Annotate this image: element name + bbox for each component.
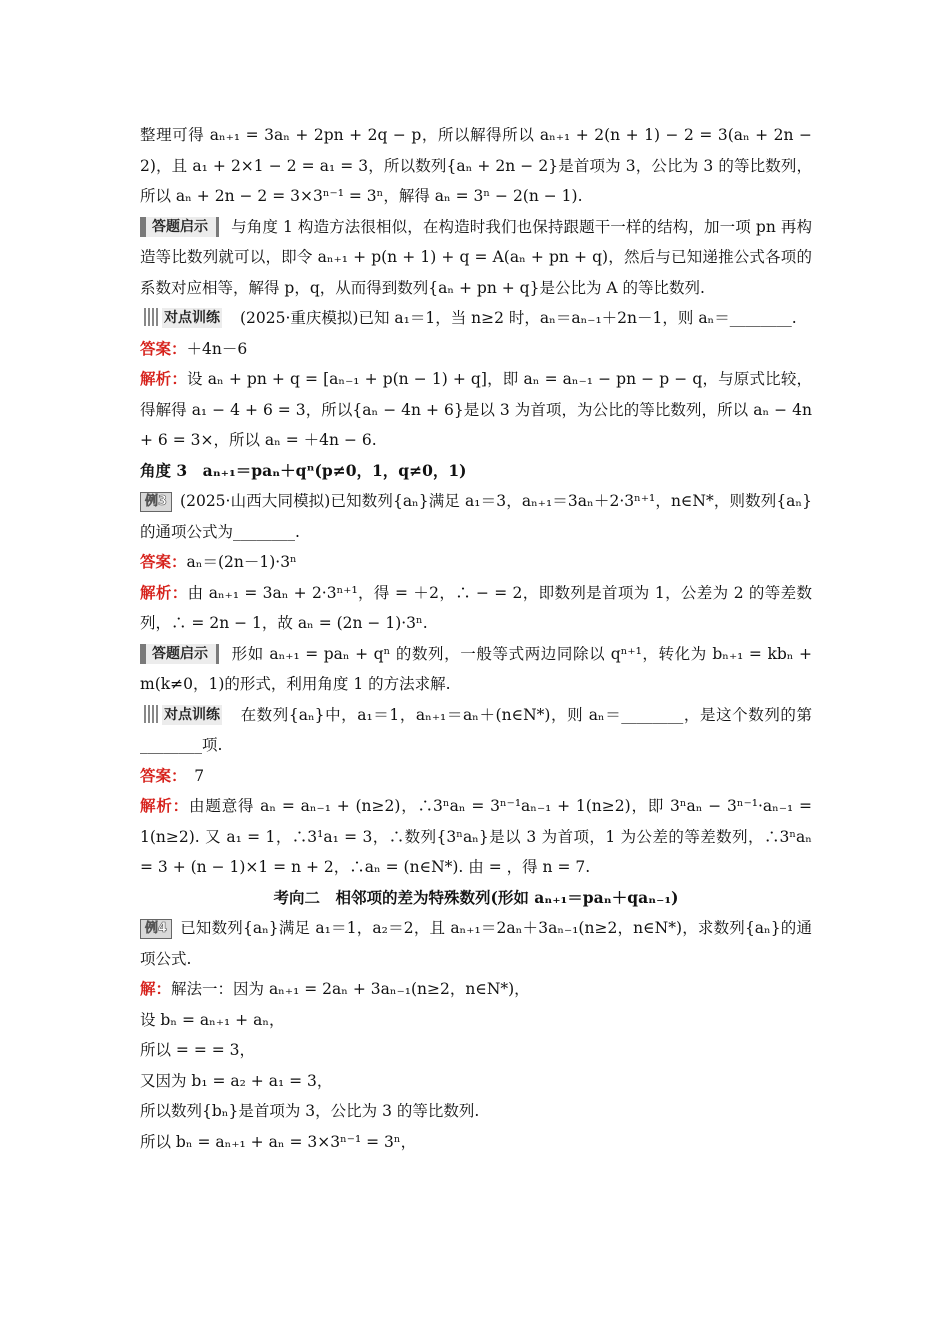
answer-label: 答案： [140, 338, 187, 358]
example-text: (2025·山西大同模拟)已知数列{aₙ}满足 a₁＝3，aₙ₊₁＝3aₙ＋2·3ⁿ⁺¹，n∈N*，则数列{aₙ}的通项公式为________. [140, 492, 812, 541]
analysis-text: 由 aₙ₊₁ = 3aₙ + 2·3ⁿ⁺¹，得 = ＋2，∴ − = 2，即数列是首项为 1，公差为 2 的等差数列，∴ = 2n − 1，故 aₙ = (2n − 1)·3ⁿ. [140, 583, 812, 632]
solution-line-5: 所以数列{bₙ}是首项为 3，公比为 3 的等比数列. [140, 1102, 480, 1120]
example-badge: 例3 [140, 492, 172, 512]
solution-line-6: 所以 bₙ = aₙ₊₁ + aₙ = 3×3ⁿ⁻¹ = 3ⁿ， [140, 1132, 417, 1151]
analysis-text: 由题意得 aₙ = aₙ₋₁ + (n≥2)，∴3ⁿaₙ = 3ⁿ⁻¹aₙ₋₁ + 1(n≥2)，即 3ⁿaₙ − 3ⁿ⁻¹·aₙ₋₁ = 1(n≥2). 又 a₁ = 1，∴3¹a₁ = 3，∴数列{3ⁿaₙ}是以 3 为首项，1 为公差的等差数列，∴3ⁿaₙ = 3 + (n − 1)×1 = n + 2，∴aₙ = (n∈N*). 由 = ，得 n = 7. [140, 797, 812, 876]
answer-text: 7 [178, 766, 205, 785]
solution-line-3: 所以 = = = 3， [140, 1041, 256, 1059]
practice-label-badge [140, 308, 228, 328]
answer-3 [140, 547, 812, 578]
answer-label: 答案： [140, 765, 179, 785]
example-text: 已知数列{aₙ}满足 a₁＝1，a₂＝2，且 aₙ₊₁＝2aₙ＋3aₙ₋₁(n≥2，n∈N*)，求数列{aₙ}的通项公式. [140, 919, 812, 968]
tip-label: 答题启示 [140, 217, 219, 237]
solution-continuation: 整理可得 aₙ₊₁ = 3aₙ + 2pn + 2q − p，所以解得所以 aₙ₊₁ + 2(n + 1) − 2 = 3(aₙ + 2n − 2)，且 a₁ + 2×1 − 2 = a₁ = 3，所以数列{aₙ + 2n − 2}是首项为 3，公比为 3 的等比数列，所以 aₙ + 2n − 2 = 3×3ⁿ⁻¹ = 3ⁿ，解得 aₙ = 3ⁿ − 2(n − 1). [140, 126, 812, 205]
answer-label: 答案： [140, 552, 187, 571]
analysis-3 [140, 578, 812, 639]
practice-label-badge [140, 705, 228, 725]
answer-1 [140, 334, 812, 365]
content-body [140, 120, 812, 1157]
practice-text: (2025·重庆模拟)已知 a₁＝1，当 n≥2 时，aₙ＝aₙ₋₁＋2n－1，则 aₙ＝________. [240, 309, 797, 327]
practice-text: 在数列{aₙ}中，a₁＝1，aₙ₊₁＝aₙ＋(n∈N*)，则 aₙ＝________，是这个数列的第________项. [140, 705, 812, 754]
tip-text: 形如 aₙ₊₁ = paₙ + qⁿ 的数列，一般等式两边同除以 qⁿ⁺¹，转化为 bₙ₊₁ = kbₙ + m(k≠0，1)的形式，利用角度 1 的方法求解. [140, 644, 812, 693]
example-4 [140, 913, 812, 974]
solution-text: 解法一：因为 aₙ₊₁ = 2aₙ + 3aₙ₋₁(n≥2，n∈N*)， [171, 980, 530, 998]
analysis-label: 解析： [140, 796, 190, 815]
tip-label: 答题启示 [140, 644, 219, 664]
solution-line-1 [140, 974, 812, 1005]
angle-heading: 角度 3 aₙ₊₁＝paₙ＋qⁿ(p≠0，1，q≠0，1) [140, 460, 467, 480]
practice-block-1 [140, 303, 812, 334]
answer-2 [140, 761, 812, 792]
analysis-label: 解析： [140, 582, 188, 602]
stripes-icon [144, 308, 160, 326]
analysis-2 [140, 791, 812, 883]
analysis-1 [140, 364, 812, 456]
section-heading: 考向二 相邻项的差为特殊数列(形如 aₙ₊₁＝paₙ＋qaₙ₋₁) [273, 887, 679, 907]
answer-text: aₙ＝(2n－1)·3ⁿ [186, 553, 297, 571]
practice-label: 对点训练 [164, 310, 220, 326]
example-badge: 例4 [140, 919, 172, 939]
analysis-text: 设 aₙ + pn + q = [aₙ₋₁ + p(n − 1) + q]，即 aₙ = aₙ₋₁ − pn − p − q，与原式比较，得解得 a₁ − 4 + 6 = 3，所以{aₙ − 4n + 6}是以 3 为首项，为公比的等比数列，所以 aₙ − 4n + 6 = 3×，所以 aₙ = ＋4n − 6. [140, 370, 812, 449]
practice-label: 对点训练 [164, 706, 220, 723]
solution-line-2: 设 bₙ = aₙ₊₁ + aₙ， [140, 1010, 285, 1029]
answer-text: ＋4n－6 [186, 339, 248, 358]
tip-text: 与角度 1 构造方法很相似，在构造时我们也保持跟题干一样的结构，加一项 pn 再构造等比数列就可以，即令 aₙ₊₁ + p(n + 1) + q = A(aₙ + pn + q)，然后与已知递推公式各项的系数对应相等，解得 p，q，从而得到数列{aₙ + pn + q}是公比为 A 的等比数列. [140, 217, 812, 297]
stripes-icon [144, 705, 160, 723]
analysis-label: 解析： [140, 369, 188, 388]
solution-line-4: 又因为 b₁ = a₂ + a₁ = 3， [140, 1071, 333, 1090]
tip-block-1 [140, 212, 812, 304]
practice-block-2 [140, 700, 812, 761]
example-3 [140, 486, 812, 547]
tip-block-2 [140, 639, 812, 700]
solution-label: 解： [140, 979, 172, 998]
